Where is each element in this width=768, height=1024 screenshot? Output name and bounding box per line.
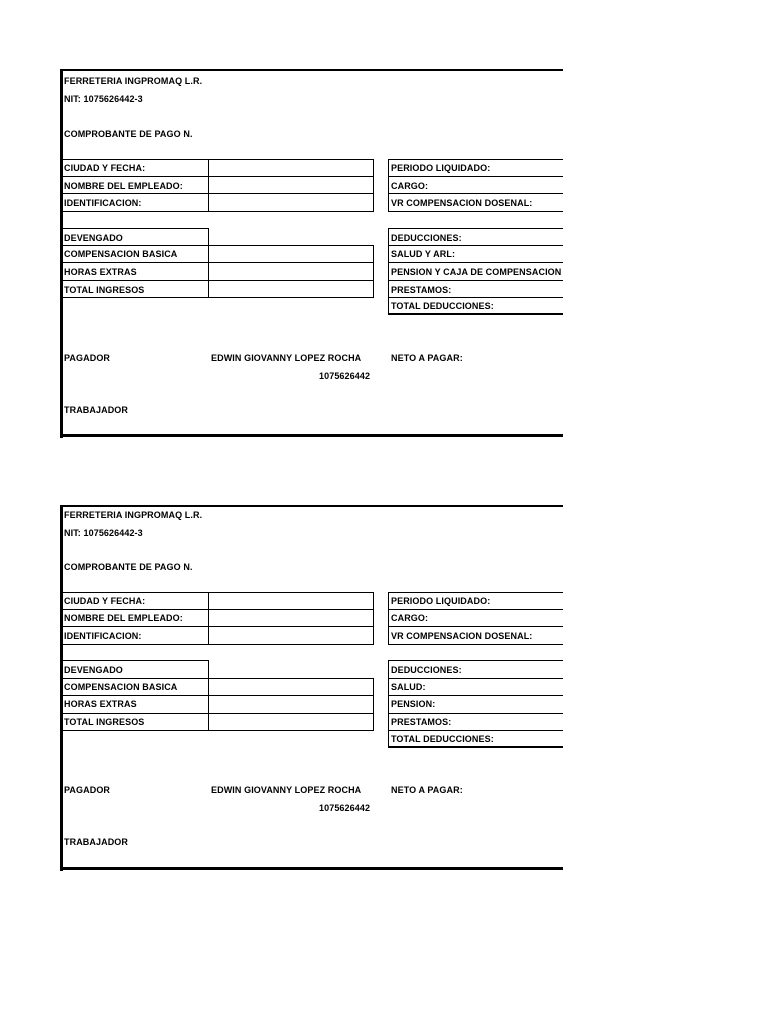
table-line: [208, 176, 374, 177]
payer-name: EDWIN GIOVANNY LOPEZ ROCHA: [211, 353, 362, 363]
table-line: [388, 626, 563, 627]
earnings-value-cells: [208, 678, 374, 731]
voucher-bottom-border: [60, 867, 563, 870]
table-line: [388, 746, 563, 748]
table-line: [62, 644, 209, 645]
company-name: FERRETERIA INGPROMAQ L.R.: [64, 510, 203, 520]
total-income-label: TOTAL INGRESOS: [64, 717, 145, 727]
total-income-label: TOTAL INGRESOS: [64, 285, 145, 295]
voucher-bottom-border: [60, 434, 563, 437]
table-line: [62, 592, 209, 593]
basic-comp-label: COMPENSACION BASICA: [64, 682, 178, 692]
table-line: [388, 730, 563, 731]
total-deductions-label: TOTAL DEDUCCIONES:: [391, 301, 494, 311]
company-nit: NIT: 1075626442-3: [64, 94, 143, 104]
table-line: [388, 644, 563, 645]
table-line: [62, 713, 209, 714]
table-line: [388, 193, 563, 194]
table-line: [62, 176, 209, 177]
table-line: [62, 660, 209, 661]
table-line: [208, 713, 374, 714]
health-label: SALUD:: [391, 682, 426, 692]
identification-label: IDENTIFICACION:: [64, 198, 142, 208]
table-line: [208, 609, 374, 610]
table-line: [388, 297, 563, 298]
employee-name-label: NOMBRE DEL EMPLEADO:: [64, 181, 183, 191]
deductions-header: DEDUCCIONES:: [391, 233, 462, 243]
table-line: [388, 678, 563, 679]
table-line: [388, 592, 389, 645]
compensation-label: VR COMPENSACION DOSENAL:: [391, 631, 533, 641]
table-line: [388, 262, 563, 263]
city-date-label: CIUDAD Y FECHA:: [64, 596, 146, 606]
employee-name-label: NOMBRE DEL EMPLEADO:: [64, 613, 183, 623]
payer-label: PAGADOR: [64, 785, 111, 795]
basic-comp-label: COMPENSACION BASICA: [64, 249, 178, 259]
position-label: CARGO:: [391, 613, 429, 623]
employee-info-value-cells: [208, 159, 374, 212]
voucher-top-border: [60, 69, 563, 71]
compensation-label: VR COMPENSACION DOSENAL:: [391, 198, 533, 208]
earnings-header: DEVENGADO: [64, 233, 123, 243]
overtime-label: HORAS EXTRAS: [64, 267, 137, 277]
company-name: FERRETERIA INGPROMAQ L.R.: [64, 76, 203, 86]
table-line: [62, 730, 209, 731]
loans-label: PRESTAMOS:: [391, 717, 452, 727]
table-line: [62, 159, 209, 160]
table-line: [62, 262, 209, 263]
table-line: [388, 245, 563, 246]
voucher-left-border: [60, 505, 63, 871]
employee-info-value-cells: [208, 592, 374, 645]
deductions-header: DEDUCCIONES:: [391, 665, 462, 675]
health-label: SALUD Y ARL:: [391, 249, 456, 259]
loans-label: PRESTAMOS:: [391, 285, 452, 295]
table-line: [62, 211, 209, 212]
total-deductions-label: TOTAL DEDUCCIONES:: [391, 734, 494, 744]
position-label: CARGO:: [391, 181, 429, 191]
table-line: [62, 280, 209, 281]
earnings-value-cells: [208, 245, 374, 298]
table-line: [208, 193, 374, 194]
voucher-left-border: [60, 69, 63, 438]
identification-label: IDENTIFICACION:: [64, 631, 142, 641]
table-line: [208, 280, 374, 281]
net-pay-label: NETO A PAGAR:: [391, 785, 463, 795]
table-line: [62, 609, 209, 610]
table-line: [388, 176, 563, 177]
receipt-title: COMPROBANTE DE PAGO N.: [64, 562, 193, 572]
table-line: [62, 626, 209, 627]
company-nit: NIT: 1075626442-3: [64, 528, 143, 538]
table-line: [388, 228, 563, 229]
table-line: [62, 228, 209, 229]
table-line: [208, 626, 374, 627]
payer-id: 1075626442: [319, 803, 371, 813]
pension-label: PENSION Y CAJA DE COMPENSACION: [391, 267, 562, 277]
worker-label: TRABAJADOR: [64, 405, 128, 415]
period-label: PERIODO LIQUIDADO:: [391, 596, 491, 606]
table-line: [388, 159, 389, 212]
table-line: [62, 193, 209, 194]
city-date-label: CIUDAD Y FECHA:: [64, 163, 146, 173]
worker-label: TRABAJADOR: [64, 837, 128, 847]
table-line: [62, 245, 209, 246]
voucher-top-border: [60, 505, 563, 507]
table-line: [388, 159, 563, 160]
table-line: [388, 228, 389, 315]
pension-label: PENSION:: [391, 699, 436, 709]
period-label: PERIODO LIQUIDADO:: [391, 163, 491, 173]
table-line: [388, 609, 563, 610]
payer-id: 1075626442: [319, 371, 371, 381]
receipt-title: COMPROBANTE DE PAGO N.: [64, 129, 193, 139]
net-pay-label: NETO A PAGAR:: [391, 353, 463, 363]
table-line: [388, 211, 563, 212]
table-line: [388, 313, 563, 315]
overtime-label: HORAS EXTRAS: [64, 699, 137, 709]
table-line: [388, 695, 563, 696]
table-line: [208, 695, 374, 696]
table-line: [208, 262, 374, 263]
table-line: [62, 695, 209, 696]
table-line: [388, 280, 563, 281]
payer-name: EDWIN GIOVANNY LOPEZ ROCHA: [211, 785, 362, 795]
table-line: [388, 660, 389, 748]
table-line: [388, 592, 563, 593]
table-line: [62, 678, 209, 679]
earnings-header: DEVENGADO: [64, 665, 123, 675]
table-line: [388, 713, 563, 714]
table-line: [62, 297, 209, 298]
table-line: [388, 660, 563, 661]
payer-label: PAGADOR: [64, 353, 111, 363]
